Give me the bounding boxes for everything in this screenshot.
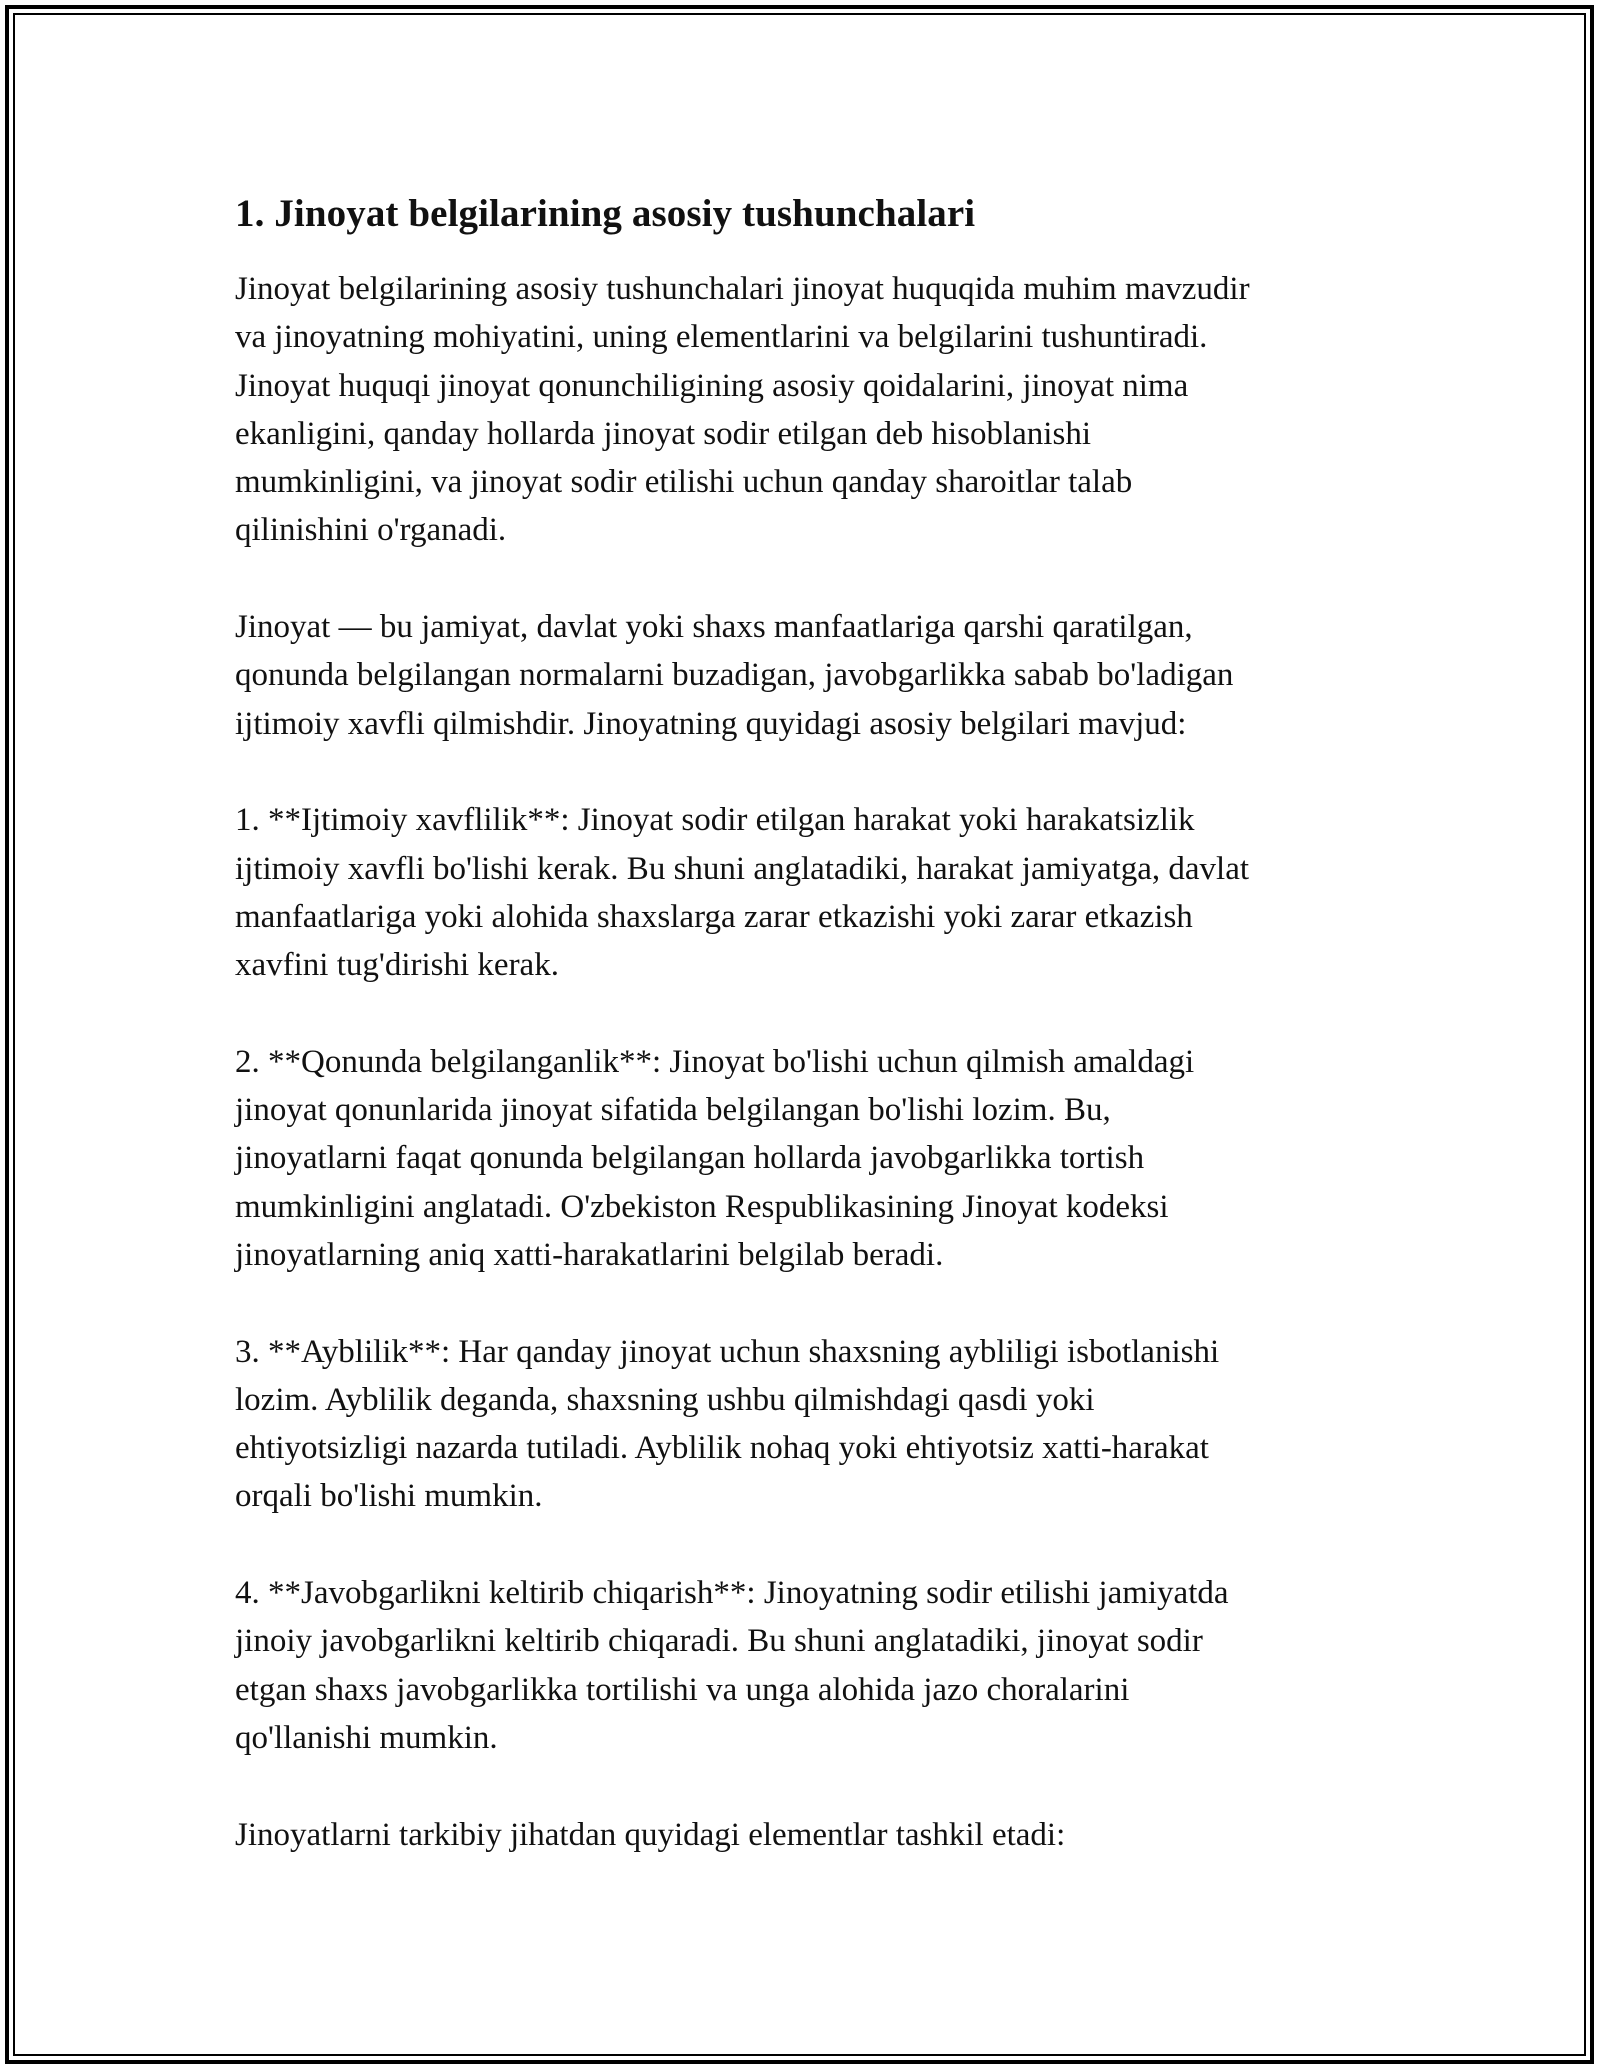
- document-body: Jinoyat belgilarining asosiy tushunchalari jinoyat huquqida muhim mavzudir va jinoyatning mohiyatini, uning elementlarini va belgilarini tushuntiradi. Jinoyat huquqi jinoyat qonunchiligining asosiy qoidalarini, jinoyat nima ekanligini, qanday hollarda jinoyat sodir etilgan deb hisoblanishi mumkinligini, va jinoyat sodir etilishi uchun qanday sharoitlar talab qilinishini o'rganadi. Jinoyat — bu jamiyat, davlat yoki shaxs manfaatlariga qarshi qaratilgan, qonunda belgilangan normalarni buzadigan, javobgarlikka sabab bo'ladigan ijtimoiy xavfli qilmishdir. Jinoyatning quyidagi asosiy belgilari mavjud: 1. **Ijtimoiy xavflilik**: Jinoyat sodir etilgan harakat yoki harakatsizlik ijtimoiy xavfli bo'lishi kerak. Bu shuni anglatadiki, harakat jamiyatga, davlat manfaatlariga yoki alohida shaxslarga zarar etkazishi yoki zarar etkazish xavfini tug'dirishi kerak. 2. **Qonunda belgilanganlik**: Jinoyat bo'lishi uchun qilmish amaldagi jinoyat qonunlarida jinoyat sifatida belgilangan bo'lishi lozim. Bu, jinoyatlarni faqat qonunda belgilangan hollarda javobgarlikka tortish mumkinligini anglatadi. O'zbekiston Respublikasining Jinoyat kodeksi jinoyatlarning aniq xatti-harakatlarini belgilab beradi. 3. **Ayblilik**: Har qanday jinoyat uchun shaxsning aybliligi isbotlanishi lozim. Ayblilik deganda, shaxsning ushbu qilmishdagi qasdi yoki ehtiyotsizligi nazarda tutiladi. Ayblilik nohaq yoki ehtiyotsiz xatti-harakat orqali bo'lishi mumkin. 4. **Javobgarlikni keltirib chiqarish**: Jinoyatning sodir etilishi jamiyatda jinoiy javobgarlikni keltirib chiqaradi. Bu shuni anglatadiki, jinoyat sodir etgan shaxs javobgarlikka tortilishi va unga alohida jazo choralarini qo'llanishi mumkin. Jinoyatlarni tarkibiy jihatdan quyidagi elementlar tashkil etadi:: [235, 271, 1250, 1853]
- document-page: [235, 185, 1375, 1859]
- page-title: 1. Jinoyat belgilarining asosiy tushunchalari: [235, 192, 976, 235]
